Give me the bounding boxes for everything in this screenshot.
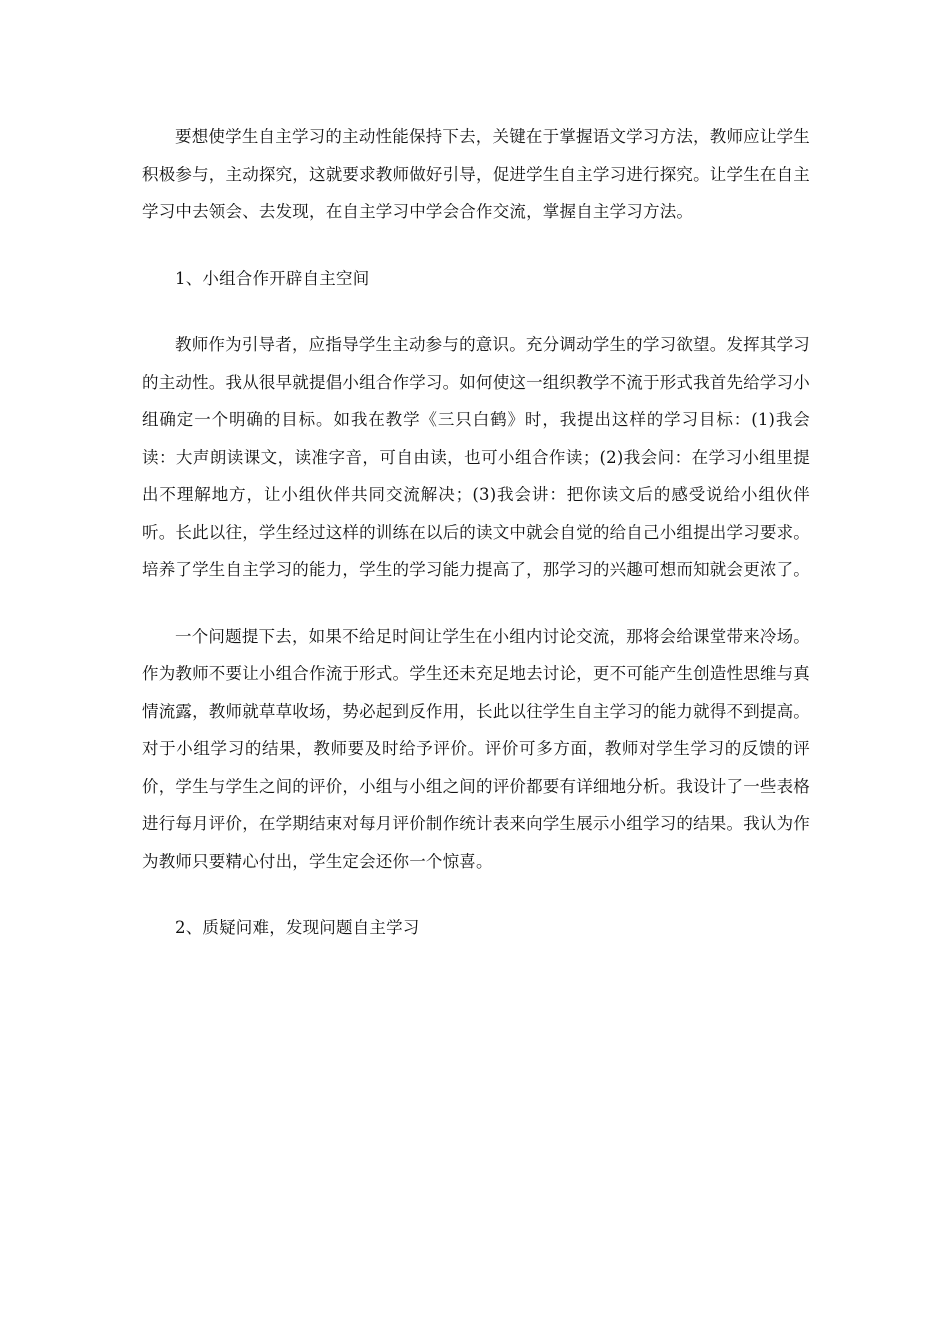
section-heading-2: 2、质疑问难，发现问题自主学习 [175, 918, 420, 937]
intro-paragraph: 要想使学生自主学习的主动性能保持下去，关键在于掌握语文学习方法，教师应让学生积极参与，主动探究，这就要求教师做好引导，促进学生自主学习进行探究。让学生在自主学习中去领会、去发现，在自主学习中学会合作交流，掌握自主学习方法。 [142, 127, 810, 221]
body-paragraph-1: 教师作为引导者，应指导学生主动参与的意识。充分调动学生的学习欲望。发挥其学习的主动性。我从很早就提倡小组合作学习。如何使这一组织教学不流于形式我首先给学习小组确定一个明确的目标。如我在教学《三只白鹤》时，我提出这样的学习目标：(1)我会读：大声朗读课文，读准字音，可自由读，也可小组合作读；(2)我会问：在学习小组里提出不理解地方，让小组伙伴共同交流解决；(3)我会讲：把你读文后的感受说给小组伙伴听。长此以往，学生经过这样的训练在以后的读文中就会自觉的给自己小组提出学习要求。培养了学生自主学习的能力，学生的学习能力提高了，那学习的兴趣可想而知就会更浓了。 [142, 335, 810, 579]
section-heading-1: 1、小组合作开辟自主空间 [175, 268, 370, 288]
body-paragraph-2: 一个问题提下去，如果不给足时间让学生在小组内讨论交流，那将会给课堂带来冷场。作为教师不要让小组合作流于形式。学生还未充足地去讨论，更不可能产生创造性思维与真情流露，教师就草草收场，势必起到反作用，长此以往学生自主学习的能力就得不到提高。对于小组学习的结果，教师要及时给予评价。评价可多方面，教师对学生学习的反馈的评价，学生与学生之间的评价，小组与小组之间的评价都要有详细地分析。我设计了一些表格进行每月评价，在学期结束对每月评价制作统计表来向学生展示小组学习的结果。我认为作为教师只要精心付出，学生定会还你一个惊喜。 [142, 626, 810, 871]
document-body [142, 118, 810, 976]
